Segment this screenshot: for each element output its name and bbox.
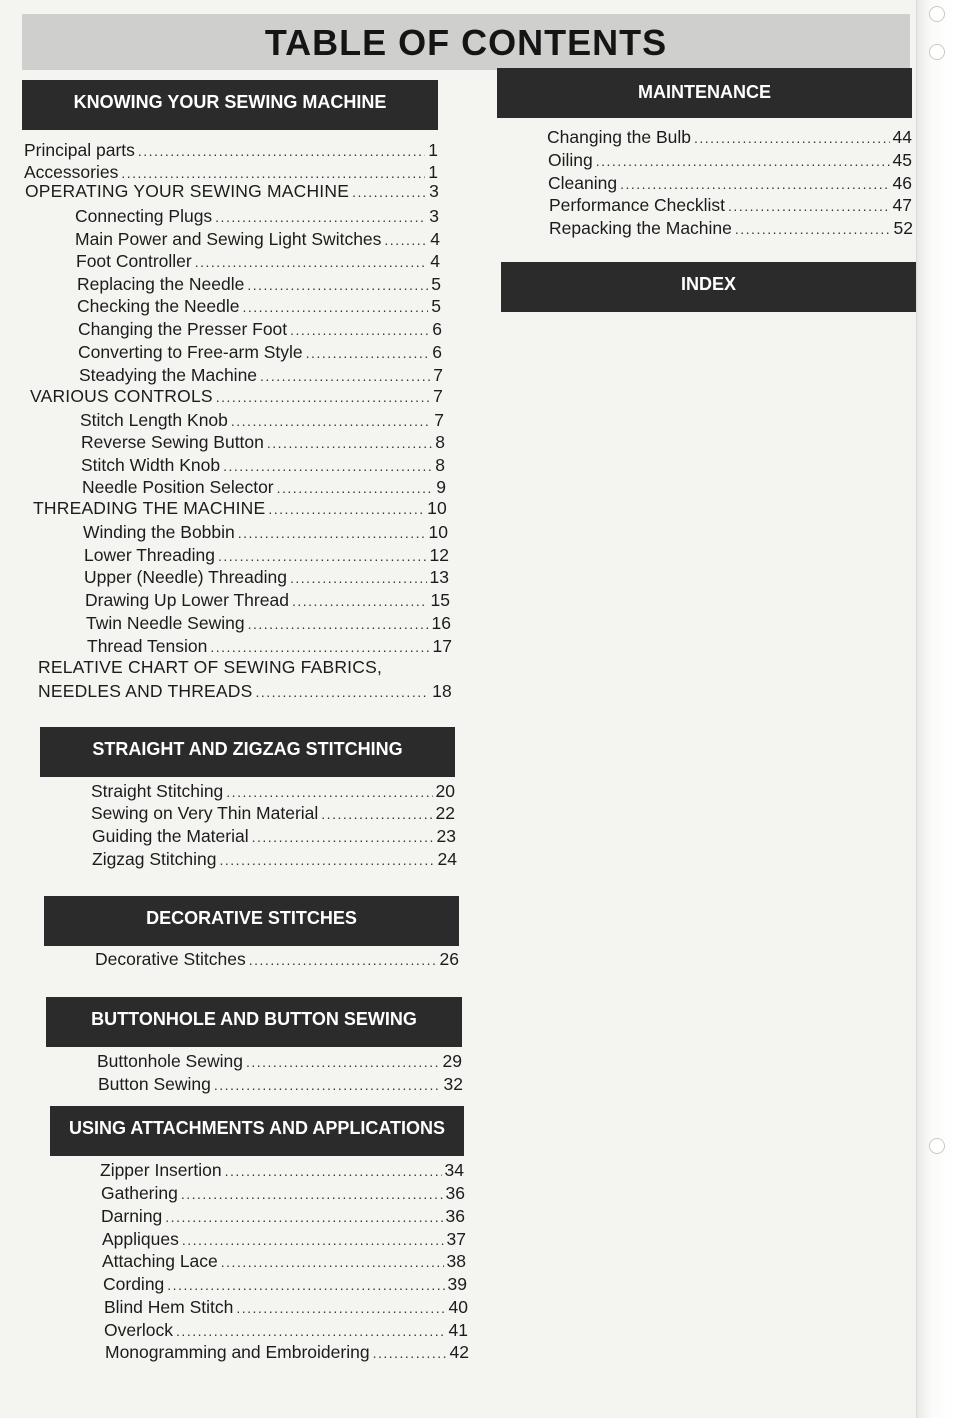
toc-entry[interactable]: Overlock ..... 41: [104, 1319, 468, 1342]
toc-entry[interactable]: Connecting Plugs ..... 3: [75, 205, 439, 228]
toc-entry[interactable]: Lower Threading ..... 12: [84, 544, 449, 567]
toc-entry[interactable]: Converting to Free-arm Style ..... 6: [78, 341, 442, 364]
toc-entry[interactable]: Zipper Insertion ..... 34: [100, 1159, 464, 1182]
binding-hole: [929, 44, 945, 60]
section-heading-straight: STRAIGHT AND ZIGZAG STITCHING: [40, 727, 455, 777]
toc-entry[interactable]: Guiding the Material ..... 23: [92, 825, 456, 848]
toc-entry[interactable]: Button Sewing ..... 32: [98, 1073, 463, 1096]
page-binding-edge: [916, 0, 953, 1418]
section-heading-index: INDEX: [501, 262, 916, 312]
toc-entry[interactable]: Zigzag Stitching ..... 24: [92, 848, 457, 871]
toc-entry[interactable]: Performance Checklist ..... 47: [549, 194, 912, 217]
binding-hole: [929, 1138, 945, 1154]
toc-entry[interactable]: Blind Hem Stitch ..... 40: [104, 1296, 468, 1319]
toc-entry[interactable]: Twin Needle Sewing ..... 16: [86, 612, 451, 635]
toc-entry[interactable]: Changing the Bulb ..... 44: [547, 126, 912, 149]
toc-entry[interactable]: THREADING THE MACHINE ..... 10: [33, 497, 447, 520]
toc-entry[interactable]: Gathering ..... 36: [101, 1182, 465, 1205]
toc-entry[interactable]: Cleaning ..... 46: [548, 172, 912, 195]
toc-entry[interactable]: Oiling ..... 45: [548, 149, 912, 172]
toc-entry[interactable]: Drawing Up Lower Thread ..... 15: [85, 589, 450, 612]
toc-entry[interactable]: NEEDLES AND THREADS ..... 18: [38, 680, 452, 703]
toc-entry[interactable]: Upper (Needle) Threading ..... 13: [84, 566, 449, 589]
toc-entry[interactable]: Buttonhole Sewing ..... 29: [97, 1050, 462, 1073]
toc-entry[interactable]: Needle Position Selector ..... 9: [82, 476, 446, 499]
page-title: TABLE OF CONTENTS: [264, 22, 668, 63]
section-heading-maintenance: MAINTENANCE: [497, 68, 912, 118]
toc-entry[interactable]: Stitch Length Knob ..... 7: [80, 409, 444, 432]
binding-hole: [929, 6, 945, 22]
toc-entry[interactable]: Thread Tension ..... 17: [87, 635, 452, 658]
toc-entry[interactable]: Reverse Sewing Button ..... 8: [81, 431, 445, 454]
toc-entry[interactable]: Winding the Bobbin ..... 10: [83, 521, 448, 544]
toc-entry[interactable]: Monogramming and Embroidering ..... 42: [105, 1341, 469, 1364]
toc-entry[interactable]: Steadying the Machine ..... 7: [79, 364, 443, 387]
toc-entry[interactable]: Repacking the Machine ..... 52: [549, 217, 913, 240]
toc-entry[interactable]: RELATIVE CHART OF SEWING FABRICS,: [38, 657, 383, 677]
toc-entry[interactable]: Sewing on Very Thin Material ..... 22: [91, 802, 455, 825]
section-heading-buttonhole: BUTTONHOLE AND BUTTON SEWING: [46, 997, 462, 1047]
toc-entry[interactable]: Attaching Lace ..... 38: [102, 1250, 466, 1273]
section-heading-attachments: USING ATTACHMENTS AND APPLICATIONS: [50, 1106, 464, 1156]
toc-entry[interactable]: OPERATING YOUR SEWING MACHINE ..... 3: [25, 180, 439, 203]
toc-entry[interactable]: Cording ..... 39: [103, 1273, 467, 1296]
toc-entry[interactable]: Appliques ..... 37: [102, 1228, 466, 1251]
section-heading-decorative: DECORATIVE STITCHES: [44, 896, 459, 946]
toc-entry[interactable]: Decorative Stitches ..... 26: [95, 948, 459, 971]
toc-entry[interactable]: Principal parts ..... 1: [24, 139, 438, 162]
section-heading-knowing: KNOWING YOUR SEWING MACHINE: [22, 80, 438, 130]
toc-entry[interactable]: Foot Controller ..... 4: [76, 250, 440, 273]
toc-entry[interactable]: Changing the Presser Foot ..... 6: [78, 318, 442, 341]
toc-entry[interactable]: Main Power and Sewing Light Switches ..... 4: [75, 228, 440, 251]
toc-entry[interactable]: Straight Stitching ..... 20: [91, 780, 455, 803]
toc-entry[interactable]: VARIOUS CONTROLS ..... 7: [30, 385, 443, 408]
toc-entry[interactable]: Replacing the Needle ..... 5: [77, 273, 441, 296]
toc-entry[interactable]: Checking the Needle ..... 5: [77, 295, 441, 318]
toc-entry[interactable]: Accessories ..... 1: [24, 161, 438, 184]
toc-entry[interactable]: Stitch Width Knob ..... 8: [81, 454, 445, 477]
toc-entry[interactable]: Darning ..... 36: [101, 1205, 465, 1228]
title-band: [22, 14, 910, 70]
